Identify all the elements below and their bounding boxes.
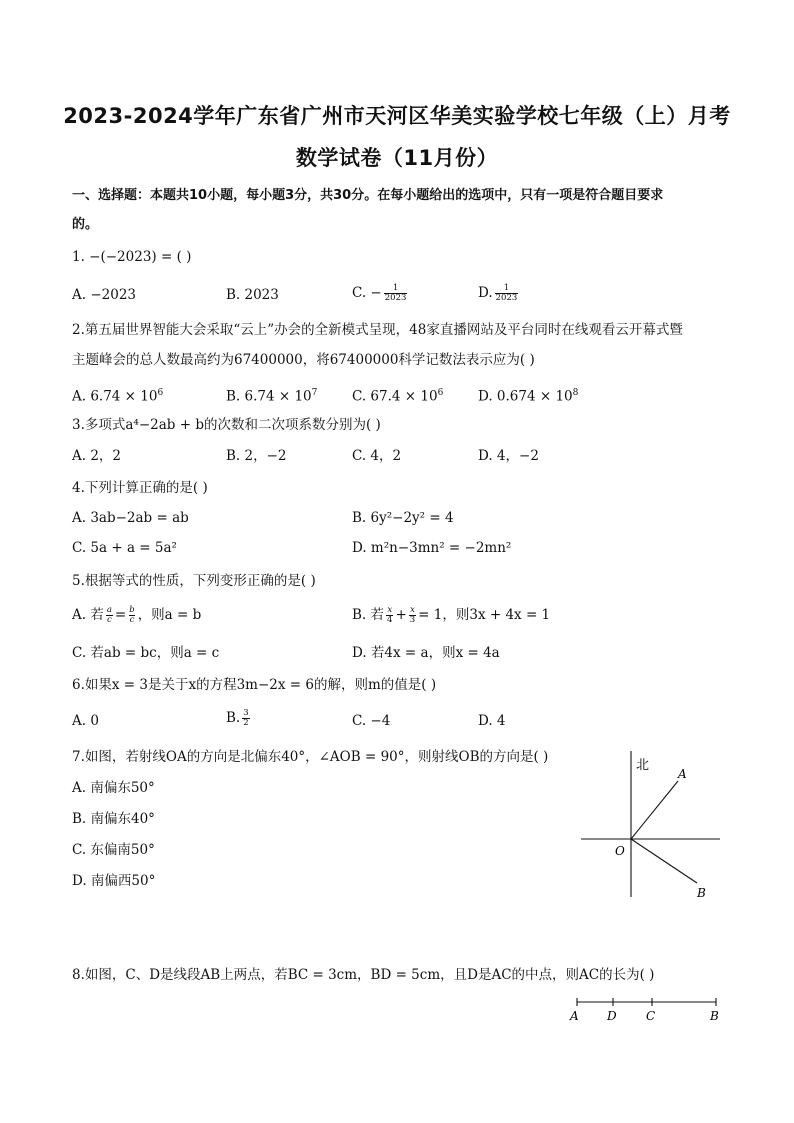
q5-option-b-plus: + <box>395 607 407 623</box>
q5-option-a-frac1 <box>106 606 113 625</box>
q8-label-b: B <box>710 1009 719 1023</box>
q1-option-a: A. −2023 <box>72 287 136 303</box>
q5-option-b-frac1 <box>386 606 393 625</box>
q5-b-den2: 3 <box>409 615 416 625</box>
q2-option-d <box>478 384 578 406</box>
q7-label-a: A <box>678 767 687 781</box>
q2-option-d-base: D. 0.674 × 10 <box>478 388 573 405</box>
q8-label-a: A <box>570 1009 579 1023</box>
q7-figure-svg <box>575 745 725 905</box>
q4-option-a: A. 3ab−2ab = ab <box>72 510 189 526</box>
q7-label-o: O <box>615 844 625 858</box>
q5-option-a-eq: = <box>114 607 127 623</box>
q2-option-c <box>352 384 443 406</box>
q6-option-c: C. −4 <box>352 713 391 729</box>
q5-a-den2: c <box>129 615 135 625</box>
q5-option-b-prefix: B. 若 <box>352 607 385 623</box>
q7-stem: 7.如图，若射线OA的方向是北偏东40°，∠AOB = 90°，则射线OB的方向是( ) <box>72 749 549 765</box>
q8-segment-figure <box>565 992 725 1028</box>
q5-option-b-frac2 <box>409 606 416 625</box>
q2-option-b <box>226 384 317 406</box>
page-title-line2: 数学试卷（11月份） <box>295 146 499 170</box>
q6-stem: 6.如果x = 3是关于x的方程3m−2x = 6的解，则m的值是( ) <box>72 677 437 693</box>
q2-option-c-base: C. 67.4 × 10 <box>352 388 438 405</box>
q1-option-c <box>352 284 409 303</box>
q4-stem: 4.下列计算正确的是( ) <box>72 480 208 496</box>
q5-b-num1: x <box>387 605 393 615</box>
q3-option-c: C. 4，2 <box>352 448 402 464</box>
q8-label-c: C <box>646 1009 656 1023</box>
q3-stem: 3.多项式a⁴−2ab + b的次数和二次项系数分别为( ) <box>72 417 381 433</box>
q2-option-c-exp: 6 <box>437 388 444 398</box>
q7-ray-ob <box>631 839 697 883</box>
q3-option-b: B. 2，−2 <box>226 448 287 464</box>
q7-option-b: B. 南偏东40° <box>72 811 155 827</box>
q7-direction-figure <box>575 745 725 909</box>
q7-option-c: C. 东偏南50° <box>72 842 155 858</box>
q3-option-d: D. 4，−2 <box>478 448 539 464</box>
q2-option-a-exp: 6 <box>157 388 164 398</box>
q6-option-b-num: 3 <box>243 708 249 718</box>
q5-b-num2: x <box>410 605 415 615</box>
q5-option-c: C. 若ab = bc，则a = c <box>72 645 220 661</box>
q4-option-c: C. 5a + a = 5a² <box>72 540 177 556</box>
section-header-line2: 的。 <box>72 217 99 232</box>
q5-option-a-suffix: ，则a = b <box>137 607 202 623</box>
q1-option-d-prefix: D. <box>478 285 493 301</box>
q5-option-a-frac2 <box>128 606 135 625</box>
q5-stem: 5.根据等式的性质，下列变形正确的是( ) <box>72 573 316 589</box>
q2-option-d-exp: 8 <box>572 388 579 398</box>
q5-option-b-suffix: = 1，则3x + 4x = 1 <box>418 607 551 623</box>
q6-option-b-den: 2 <box>243 718 249 728</box>
q2-option-a <box>72 384 163 406</box>
q5-option-a-prefix: A. 若 <box>72 607 104 623</box>
section-header-line1: 一、选择题：本题共10小题，每小题3分，共30分。在每小题给出的选项中，只有一项是符合题目要求 <box>72 188 664 203</box>
q6-option-d: D. 4 <box>478 713 506 729</box>
q6-option-b-prefix: B. <box>226 710 241 726</box>
q1-option-c-prefix: C. − <box>352 285 382 301</box>
q1-option-c-num: 1 <box>392 283 399 293</box>
q5-b-den1: 4 <box>387 615 393 625</box>
page-title-line1: 2023-2024学年广东省广州市天河区华美实验学校七年级（上）月考 <box>63 104 731 128</box>
q1-option-c-fraction <box>384 284 408 303</box>
q3-option-a: A. 2，2 <box>72 448 122 464</box>
q7-option-a: A. 南偏东50° <box>72 780 155 796</box>
q5-a-den1: c <box>107 615 112 625</box>
q1-option-d <box>478 284 520 303</box>
q2-stem-line1: 2.第五届世界智能大会采取“云上”办会的全新模式呈现，48家直播网站及平台同时在线观看云开幕式暨 <box>72 322 683 338</box>
q6-option-b <box>226 709 252 728</box>
q6-option-b-fraction <box>242 709 249 728</box>
q8-stem: 8.如图，C、D是线段AB上两点，若BC = 3cm，BD = 5cm，且D是AC的中点，则AC的长为( ) <box>72 967 655 983</box>
q2-option-b-exp: 7 <box>311 388 318 398</box>
q4-option-b: B. 6y²−2y² = 4 <box>352 510 454 526</box>
q7-label-north: 北 <box>636 758 650 773</box>
q2-stem-line2: 主题峰会的总人数最高约为67400000，将67400000科学记数法表示应为( ) <box>72 352 535 368</box>
q5-a-num1: a <box>106 605 112 615</box>
q1-option-d-den: 2023 <box>495 293 518 303</box>
q1-option-c-den: 2023 <box>384 293 407 303</box>
q1-option-b: B. 2023 <box>226 287 279 303</box>
q1-option-d-num: 1 <box>503 283 510 293</box>
q1-option-d-fraction <box>495 284 519 303</box>
q5-option-a <box>72 606 201 625</box>
q1-stem: 1. −(−2023) = ( ) <box>72 249 192 265</box>
q5-a-num2: b <box>129 605 135 615</box>
q7-label-b: B <box>697 886 706 900</box>
q8-figure-svg <box>565 992 725 1024</box>
q5-option-d: D. 若4x = a，则x = 4a <box>352 645 500 661</box>
q7-option-d: D. 南偏西50° <box>72 873 156 889</box>
q5-option-b <box>352 606 550 625</box>
q6-option-a: A. 0 <box>72 713 99 729</box>
q4-option-d: D. m²n−3mn² = −2mn² <box>352 540 512 556</box>
q2-option-a-base: A. 6.74 × 10 <box>72 388 158 405</box>
q2-option-b-base: B. 6.74 × 10 <box>226 388 312 405</box>
q8-label-d: D <box>607 1009 617 1023</box>
q7-ray-oa <box>631 781 678 839</box>
